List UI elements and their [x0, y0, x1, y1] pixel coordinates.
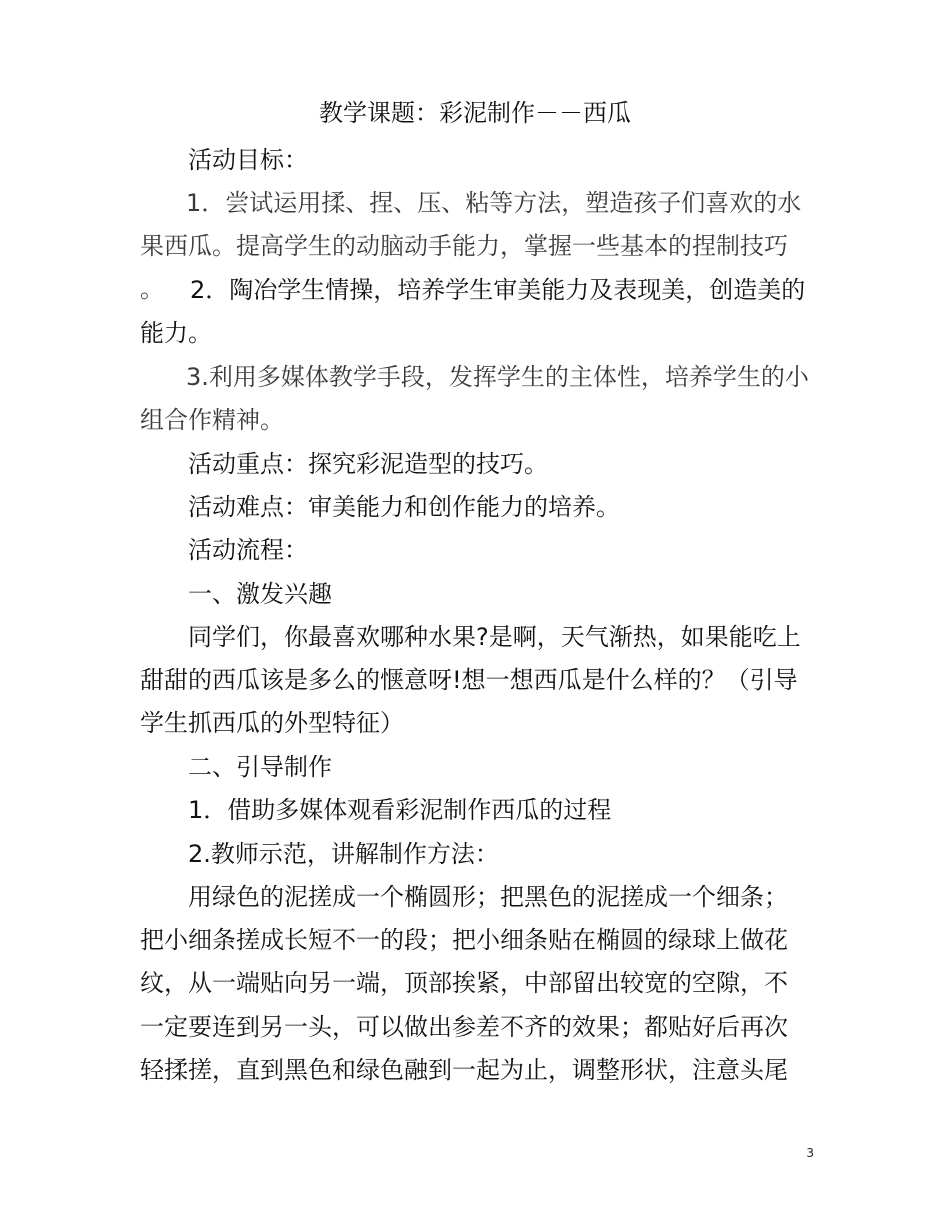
goal-2-paragraph: 2．陶冶学生情操，培养学生审美能力及表现美，创造美的能力。 — [140, 276, 806, 348]
process-heading: 活动流程： — [188, 536, 308, 564]
section-1-heading: 一、激发兴趣 — [188, 580, 332, 608]
step-2-paragraph: 2.教师示范，讲解制作方法： — [188, 840, 499, 868]
section-2-heading: 二、引导制作 — [188, 753, 332, 781]
difficulty-paragraph: 活动难点：审美能力和创作能力的培养。 — [188, 493, 620, 521]
page-number: 3 — [806, 1146, 814, 1160]
method-paragraph: 用绿色的泥搓成一个椭圆形；把黑色的泥搓成一个细条；把小细条搓成长短不一的段；把小细条贴在椭圆的绿球上做花纹，从一端贴向另一端，顶部挨紧，中部留出较宽的空隙，不一定要连到另一头，可以做出参差不齐的效果；都贴好后再次轻揉搓，直到黑色和绿色融到一起为止，调整形状，注意头尾 — [140, 883, 788, 1084]
goals-heading: 活动目标： — [188, 146, 308, 174]
key-point-paragraph: 活动重点：探究彩泥造型的技巧。 — [188, 450, 548, 478]
step-1-paragraph: 1．借助多媒体观看彩泥制作西瓜的过程 — [188, 796, 612, 824]
document-title: 教学课题：彩泥制作－－西瓜 — [319, 99, 631, 127]
goal-1-paragraph: 1．尝试运用揉、捏、压、粘等方法，塑造孩子们喜欢的水果西瓜。提高学生的动脑动手能力，掌握一些基本的捏制技巧。 — [140, 189, 802, 304]
goal-3-paragraph: 3.利用多媒体教学手段，发挥学生的主体性，培养学生的小组合作精神。 — [140, 363, 809, 435]
section-1-paragraph: 同学们，你最喜欢哪种水果?是啊，天气渐热，如果能吃上甜甜的西瓜该是多么的惬意呀!想一想西瓜是什么样的？（引导学生抓西瓜的外型特征） — [140, 623, 801, 738]
